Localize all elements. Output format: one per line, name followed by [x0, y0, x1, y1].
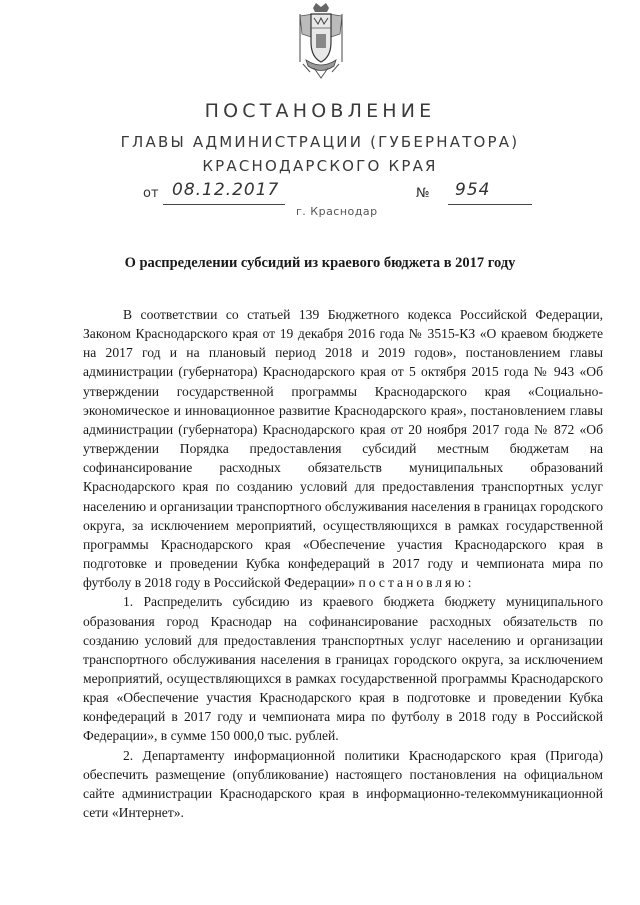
number-value: 954: [455, 180, 491, 200]
date-label: от: [143, 186, 159, 201]
number-label: №: [416, 186, 430, 201]
item-1-paragraph: 1. Распределить субсидию из краевого бюджета бюджету муниципального образования город Краснодар на софинансирование расходных обязательств по созданию условий для предоставления транспортных услуг населению и организации транспортного обслуживания населения в границах городского округа, за исключением мероприятий, осуществляющихся в рамках государственной программы Краснодарского края «Обеспечение участия Краснодарского края в подготовке и проведении Кубка конфедераций в 2017 году и чемпионата мира по футболу в 2018 году в Российской Федерации», в сумме 150 000,0 тыс. рублей.: [83, 594, 603, 744]
decree-word: постановляю:: [358, 575, 475, 591]
item-2-paragraph: 2. Департаменту информационной политики Краснодарского края (Пригода) обеспечить размещение (опубликование) настоящего постановления на официальном сайте администрации Краснодарского края в информационно-телекоммуникационной сети «Интернет».: [83, 747, 603, 821]
date-underline: [163, 204, 285, 205]
coat-of-arms-icon: [296, 2, 346, 82]
date-value: 08.12.2017: [172, 180, 280, 200]
city-label: г. Краснодар: [296, 205, 378, 218]
issuer-heading-line1: ГЛАВЫ АДМИНИСТРАЦИИ (ГУБЕРНАТОРА): [120, 133, 520, 151]
preamble-text: В соответствии со статьей 139 Бюджетного кодекса Российской Федерации, Законом Краснодарского края от 19 декабря 2016 года № 3515-КЗ «О краевом бюджете на 2017 год и на плановый период 2018 и 2019 годов», постановлением главы администрации (губернатора) Краснодарского края от 5 октября 2015 года № 943 «Об утверждении государственной программы Краснодарского края «Социально-экономическое и инновационное развитие Краснодарского края», постановлением главы администрации (губернатора) Краснодарского края от 20 ноября 2017 года № 872 «Об утверждении Порядка предоставления субсидий местным бюджетам на софинансирование расходных обязательств муниципальных образований Краснодарского края по созданию условий для предоставления транспортных услуг населению и организации транспортного обслуживания населения в границах городского округа, за исключением мероприятий, осуществляющихся в рамках государственной программы Краснодарского края «Обеспечение участия Краснодарского края в подготовке и проведении Кубка конфедераций в 2017 году и чемпионата мира по футболу в 2018 году в Российской Федерации»: [83, 307, 603, 591]
document-type-heading: ПОСТАНОВЛЕНИЕ: [204, 100, 436, 122]
document-body: [83, 305, 603, 822]
number-underline: [448, 204, 532, 205]
issuer-heading-line2: КРАСНОДАРСКОГО КРАЯ: [202, 157, 438, 175]
document-title: О распределении субсидий из краевого бюджета в 2017 году: [124, 255, 516, 271]
preamble-paragraph: [83, 305, 603, 592]
